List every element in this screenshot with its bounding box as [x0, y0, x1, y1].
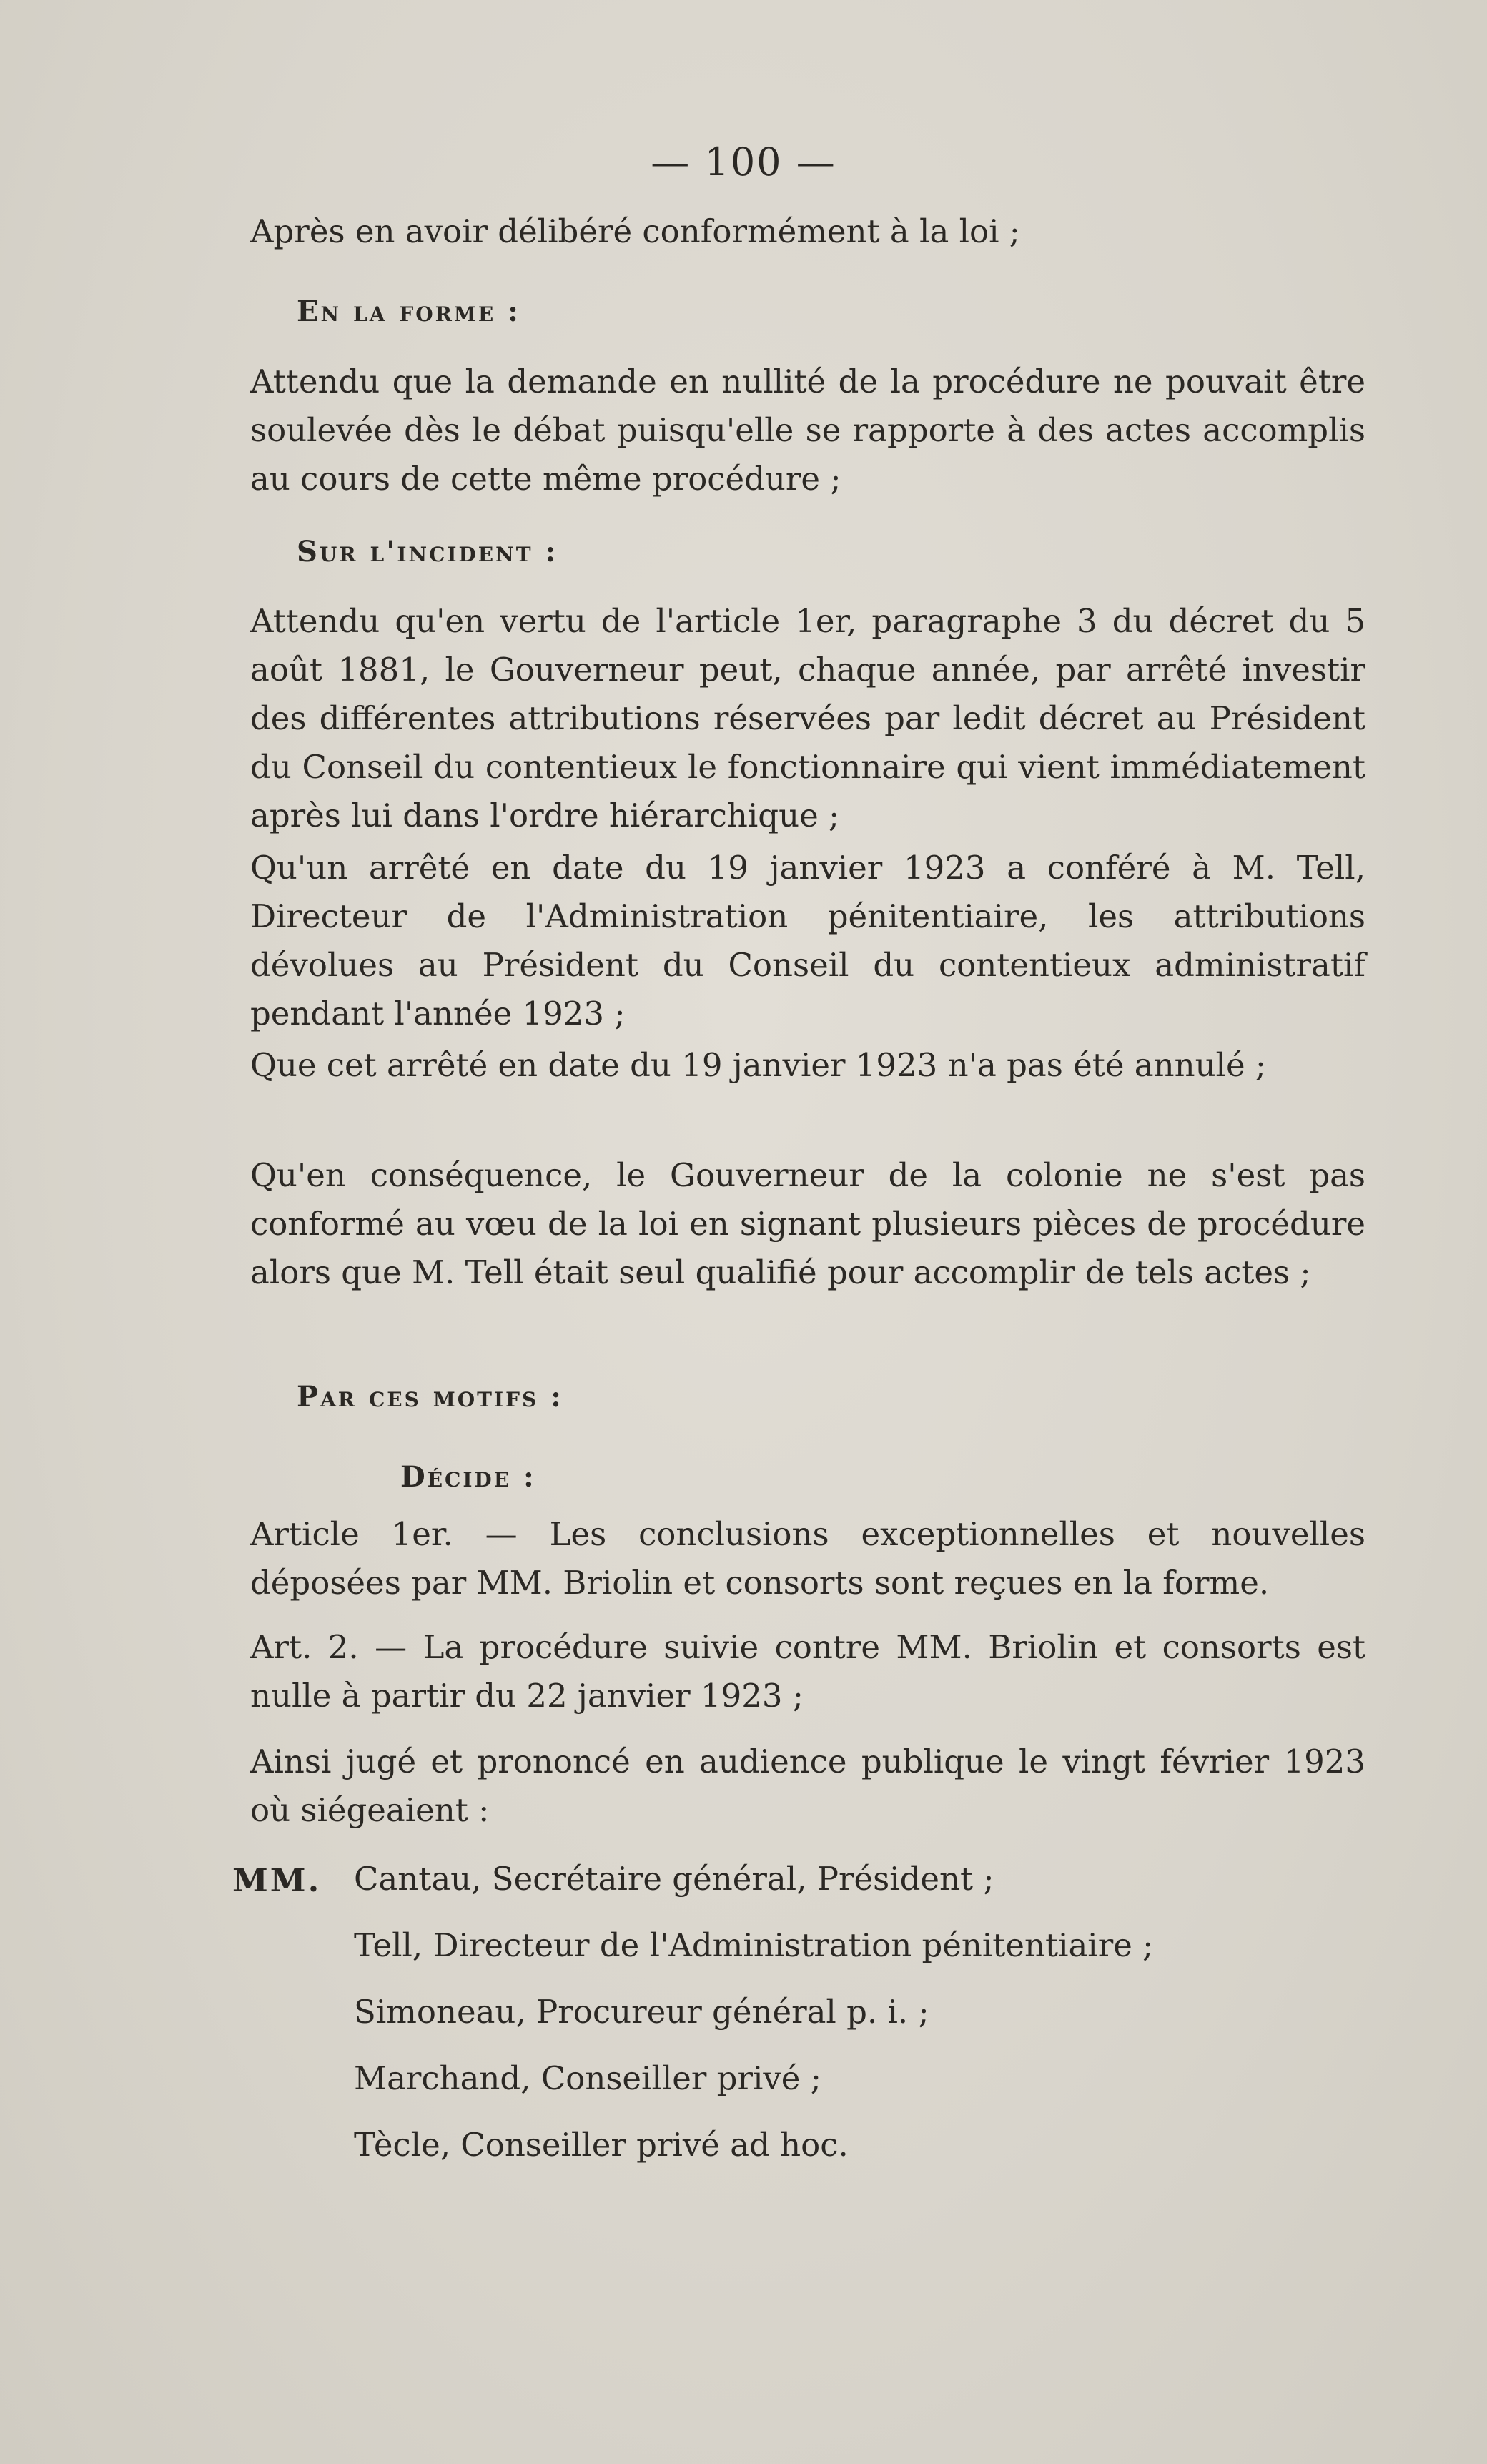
member-line: Cantau, Secrétaire général, Président ; — [354, 1860, 994, 1898]
intro-line: Après en avoir délibéré conformément à la loi ; — [250, 212, 1020, 250]
heading-par-ces-motifs: Par ces motifs : — [297, 1380, 563, 1414]
member-line: Simoneau, Procureur général p. i. ; — [354, 1993, 929, 2031]
members-prefix: MM. — [232, 1861, 322, 1899]
heading-en-la-forme: En la forme : — [297, 295, 520, 328]
article-2: Art. 2. — La procédure suivie contre MM. Briolin et consorts est nulle à partir du 22 janvier 1923 ; — [250, 1628, 1365, 1715]
paragraph-incident-4: Qu'en conséquence, le Gouverneur de la colonie ne s'est pas conformé au vœu de la loi en signant plusieurs pièces de procédure alors que M. Tell était seul qualifié pour accomplir de tels actes ; — [250, 1156, 1365, 1291]
member-line: Tell, Directeur de l'Administration pénitentiaire ; — [354, 1926, 1154, 1964]
paragraph-incident-2: Qu'un arrêté en date du 19 janvier 1923 a conféré à M. Tell, Directeur de l'Administration pénitentiaire, les attributions dévolues au Président du Conseil du contentieux administratif pendant l'année 1923 ; — [250, 849, 1365, 1033]
paragraph-forme: Attendu que la demande en nullité de la procédure ne pouvait être soulevée dès le débat puisqu'elle se rapporte à des actes accomplis au cours de cette même procédure ; — [250, 363, 1365, 498]
paragraph-incident-3: Que cet arrêté en date du 19 janvier 1923 n'a pas été annulé ; — [250, 1046, 1267, 1084]
paragraph-incident-1: Attendu qu'en vertu de l'article 1er, paragraphe 3 du décret du 5 août 1881, le Gouverneur peut, chaque année, par arrêté investir des différentes attributions réservées par ledit décret au Président du Conseil du contentieux le fonctionnaire qui vient immédiatement après lui dans l'ordre hiérarchique ; — [250, 602, 1365, 834]
member-line: Tècle, Conseiller privé ad hoc. — [354, 2126, 849, 2164]
article-1: Article 1er. — Les conclusions exceptionnelles et nouvelles déposées par MM. Briolin et consorts sont reçues en la forme. — [250, 1515, 1365, 1602]
heading-sur-incident: Sur l'incident : — [297, 535, 558, 568]
page-number: — 100 — — [651, 139, 836, 184]
heading-decide: Décide : — [400, 1460, 536, 1494]
member-line: Marchand, Conseiller privé ; — [354, 2059, 821, 2097]
judgement-statement: Ainsi jugé et prononcé en audience publique le vingt février 1923 où siégeaient : — [250, 1743, 1365, 1829]
